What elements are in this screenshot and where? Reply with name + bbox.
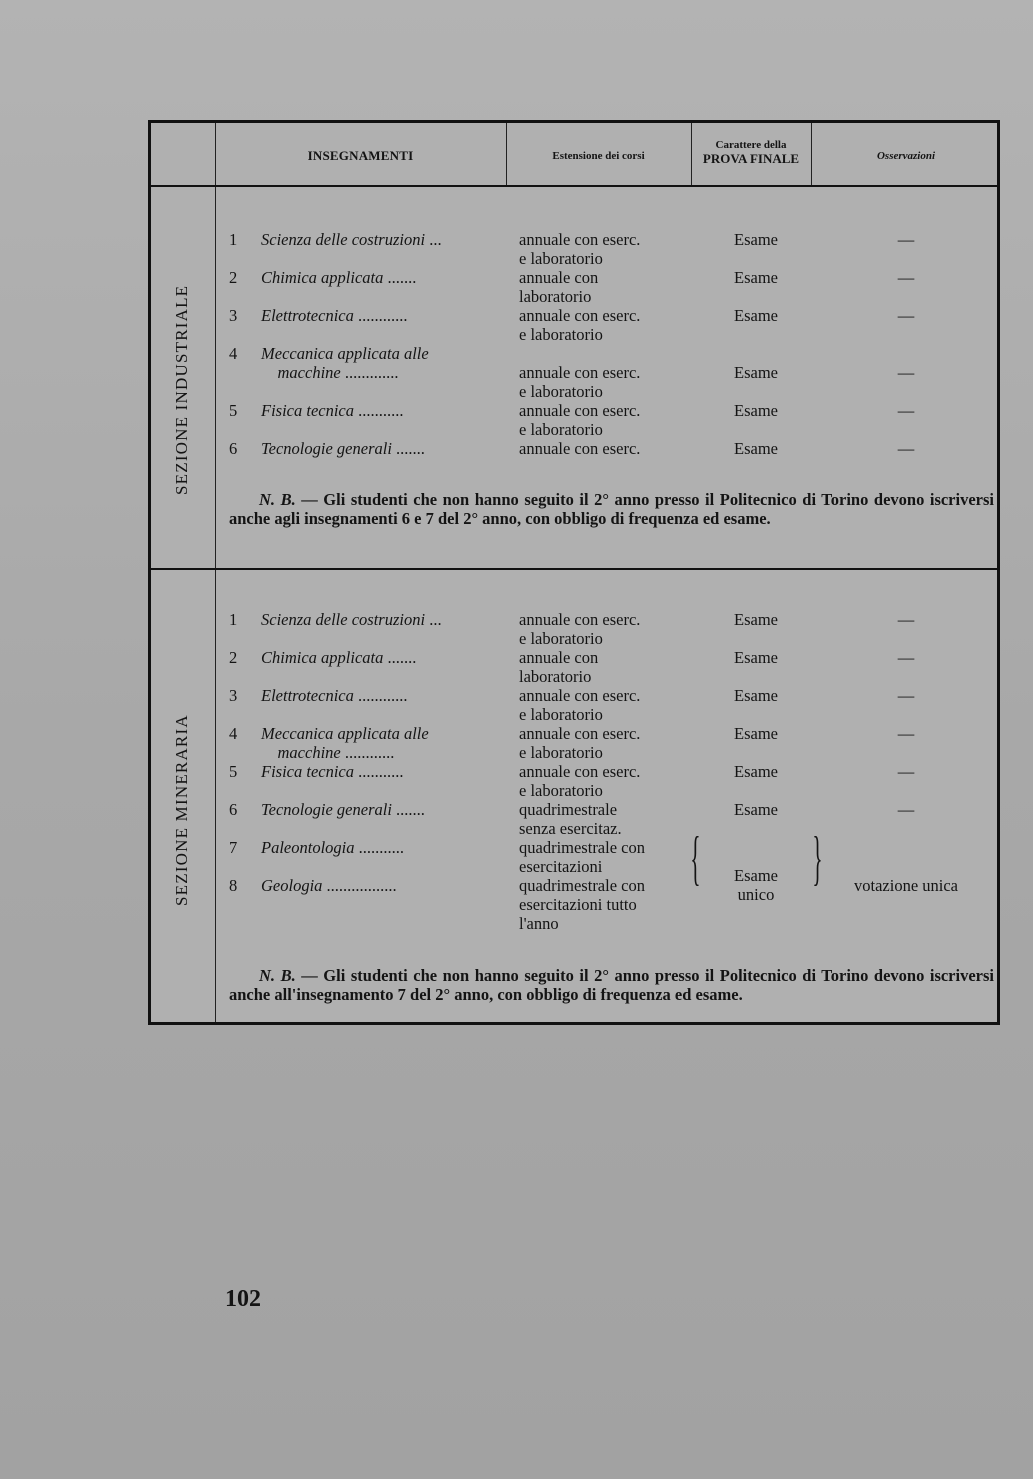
course-extent: quadrimestrale con esercitazioni xyxy=(519,838,645,876)
header-carattere-line1: Carattere della xyxy=(715,139,787,151)
course-extent: annuale con eserc. e laboratorio xyxy=(519,610,641,648)
row-number: 4 xyxy=(229,344,238,363)
header-insegnamenti: INSEGNAMENTI xyxy=(307,148,414,163)
observations: — xyxy=(897,439,915,458)
subject-name: Fisica tecnica ........... xyxy=(261,762,404,781)
courses-table xyxy=(148,120,1000,1025)
header-carattere xyxy=(691,140,811,165)
subject-name: Meccanica applicata alle macchine ............. xyxy=(261,344,429,382)
subject-name: Elettrotecnica ............ xyxy=(261,686,408,705)
course-extent: annuale con eserc. xyxy=(519,439,641,458)
subject-name: Tecnologie generali ....... xyxy=(261,439,425,458)
subject-name: Scienza delle costruzioni ... xyxy=(261,610,442,629)
subject-name: Scienza delle costruzioni ... xyxy=(261,230,442,249)
final-exam-type: Esame xyxy=(734,724,778,743)
row-number: 3 xyxy=(229,306,238,325)
header-estensione: Estensione dei corsi xyxy=(552,150,645,162)
observations: — xyxy=(897,610,915,629)
final-exam-type: Esame xyxy=(734,686,778,705)
course-extent: annuale con eserc. e laboratorio xyxy=(519,230,641,268)
subject-name: Tecnologie generali ....... xyxy=(261,800,425,819)
final-exam-type: Esame xyxy=(734,230,778,249)
header-osservazioni: Osservazioni xyxy=(876,150,936,162)
brace-right: { xyxy=(812,825,823,891)
nota-bene-industriale: N. B. — Gli studenti che non hanno seguito il 2° anno presso il Politecnico di Torino devono iscriversi anche agli insegnamenti 6 e 7 del 2° anno, con obbligo di frequenza ed esame. xyxy=(229,490,994,528)
header-rule xyxy=(151,185,997,187)
row-number: 2 xyxy=(229,268,238,287)
section-label-mineraria: SEZIONE MINERARIA xyxy=(172,714,191,906)
final-exam-type: Esame xyxy=(734,610,778,629)
page-number: 102 xyxy=(225,1286,261,1312)
observations: — xyxy=(897,762,915,781)
subject-name: Chimica applicata ....... xyxy=(261,648,417,667)
final-exam-type: Esame xyxy=(734,268,778,287)
course-extent: annuale con laboratorio xyxy=(519,648,599,686)
observations: — xyxy=(897,686,915,705)
row-number: 6 xyxy=(229,800,238,819)
observations: — xyxy=(897,401,915,420)
final-exam-type: Esame xyxy=(734,439,778,458)
course-extent: annuale con laboratorio xyxy=(519,268,599,306)
col-divider-section xyxy=(215,123,216,1023)
row-number: 5 xyxy=(229,401,238,420)
subject-name: Paleontologia ........... xyxy=(261,838,404,857)
course-extent: annuale con eserc. e laboratorio xyxy=(519,724,641,762)
course-extent: quadrimestrale con esercitazioni tutto l'anno xyxy=(519,876,645,933)
row-number: 1 xyxy=(229,230,238,249)
section-label-industriale: SEZIONE INDUSTRIALE xyxy=(172,284,191,495)
observations: — xyxy=(897,306,915,325)
subject-name: Fisica tecnica ........... xyxy=(261,401,404,420)
subject-name: Meccanica applicata alle macchine ............ xyxy=(261,724,429,762)
group-exam-type: Esame unico xyxy=(734,866,778,904)
course-extent: annuale con eserc. e laboratorio xyxy=(519,363,641,401)
course-extent: annuale con eserc. e laboratorio xyxy=(519,401,641,439)
row-number: 6 xyxy=(229,439,238,458)
row-number: 5 xyxy=(229,762,238,781)
row-number: 3 xyxy=(229,686,238,705)
final-exam-type: Esame xyxy=(734,401,778,420)
course-extent: annuale con eserc. e laboratorio xyxy=(519,306,641,344)
observations: — xyxy=(897,648,915,667)
course-extent: annuale con eserc. e laboratorio xyxy=(519,686,641,724)
final-exam-type: Esame xyxy=(734,306,778,325)
nota-bene-mineraria: N. B. — Gli studenti che non hanno seguito il 2° anno presso il Politecnico di Torino devono iscriversi anche all'insegnamento 7 del 2° anno, con obbligo di frequenza ed esame. xyxy=(229,966,994,1004)
subject-name: Elettrotecnica ............ xyxy=(261,306,408,325)
row-number: 8 xyxy=(229,876,238,895)
final-exam-type: Esame xyxy=(734,648,778,667)
final-exam-type: Esame xyxy=(734,363,778,382)
section-divider xyxy=(151,568,997,570)
row-number: 4 xyxy=(229,724,238,743)
row-number: 2 xyxy=(229,648,238,667)
final-exam-type: Esame xyxy=(734,762,778,781)
observations: — xyxy=(897,363,915,382)
row-number: 1 xyxy=(229,610,238,629)
brace-left: { xyxy=(690,825,701,891)
observations: — xyxy=(897,268,915,287)
row-number: 7 xyxy=(229,838,238,857)
observations: — xyxy=(897,724,915,743)
observations: — xyxy=(897,230,915,249)
header-carattere-line2: PROVA FINALE xyxy=(702,150,800,166)
course-extent: annuale con eserc. e laboratorio xyxy=(519,762,641,800)
group-observation-text: votazione unica xyxy=(854,876,958,895)
subject-name: Geologia ................. xyxy=(261,876,397,895)
course-extent: quadrimestrale senza esercitaz. xyxy=(519,800,622,838)
observations: — xyxy=(897,800,915,819)
subject-name: Chimica applicata ....... xyxy=(261,268,417,287)
final-exam-type: Esame xyxy=(734,800,778,819)
